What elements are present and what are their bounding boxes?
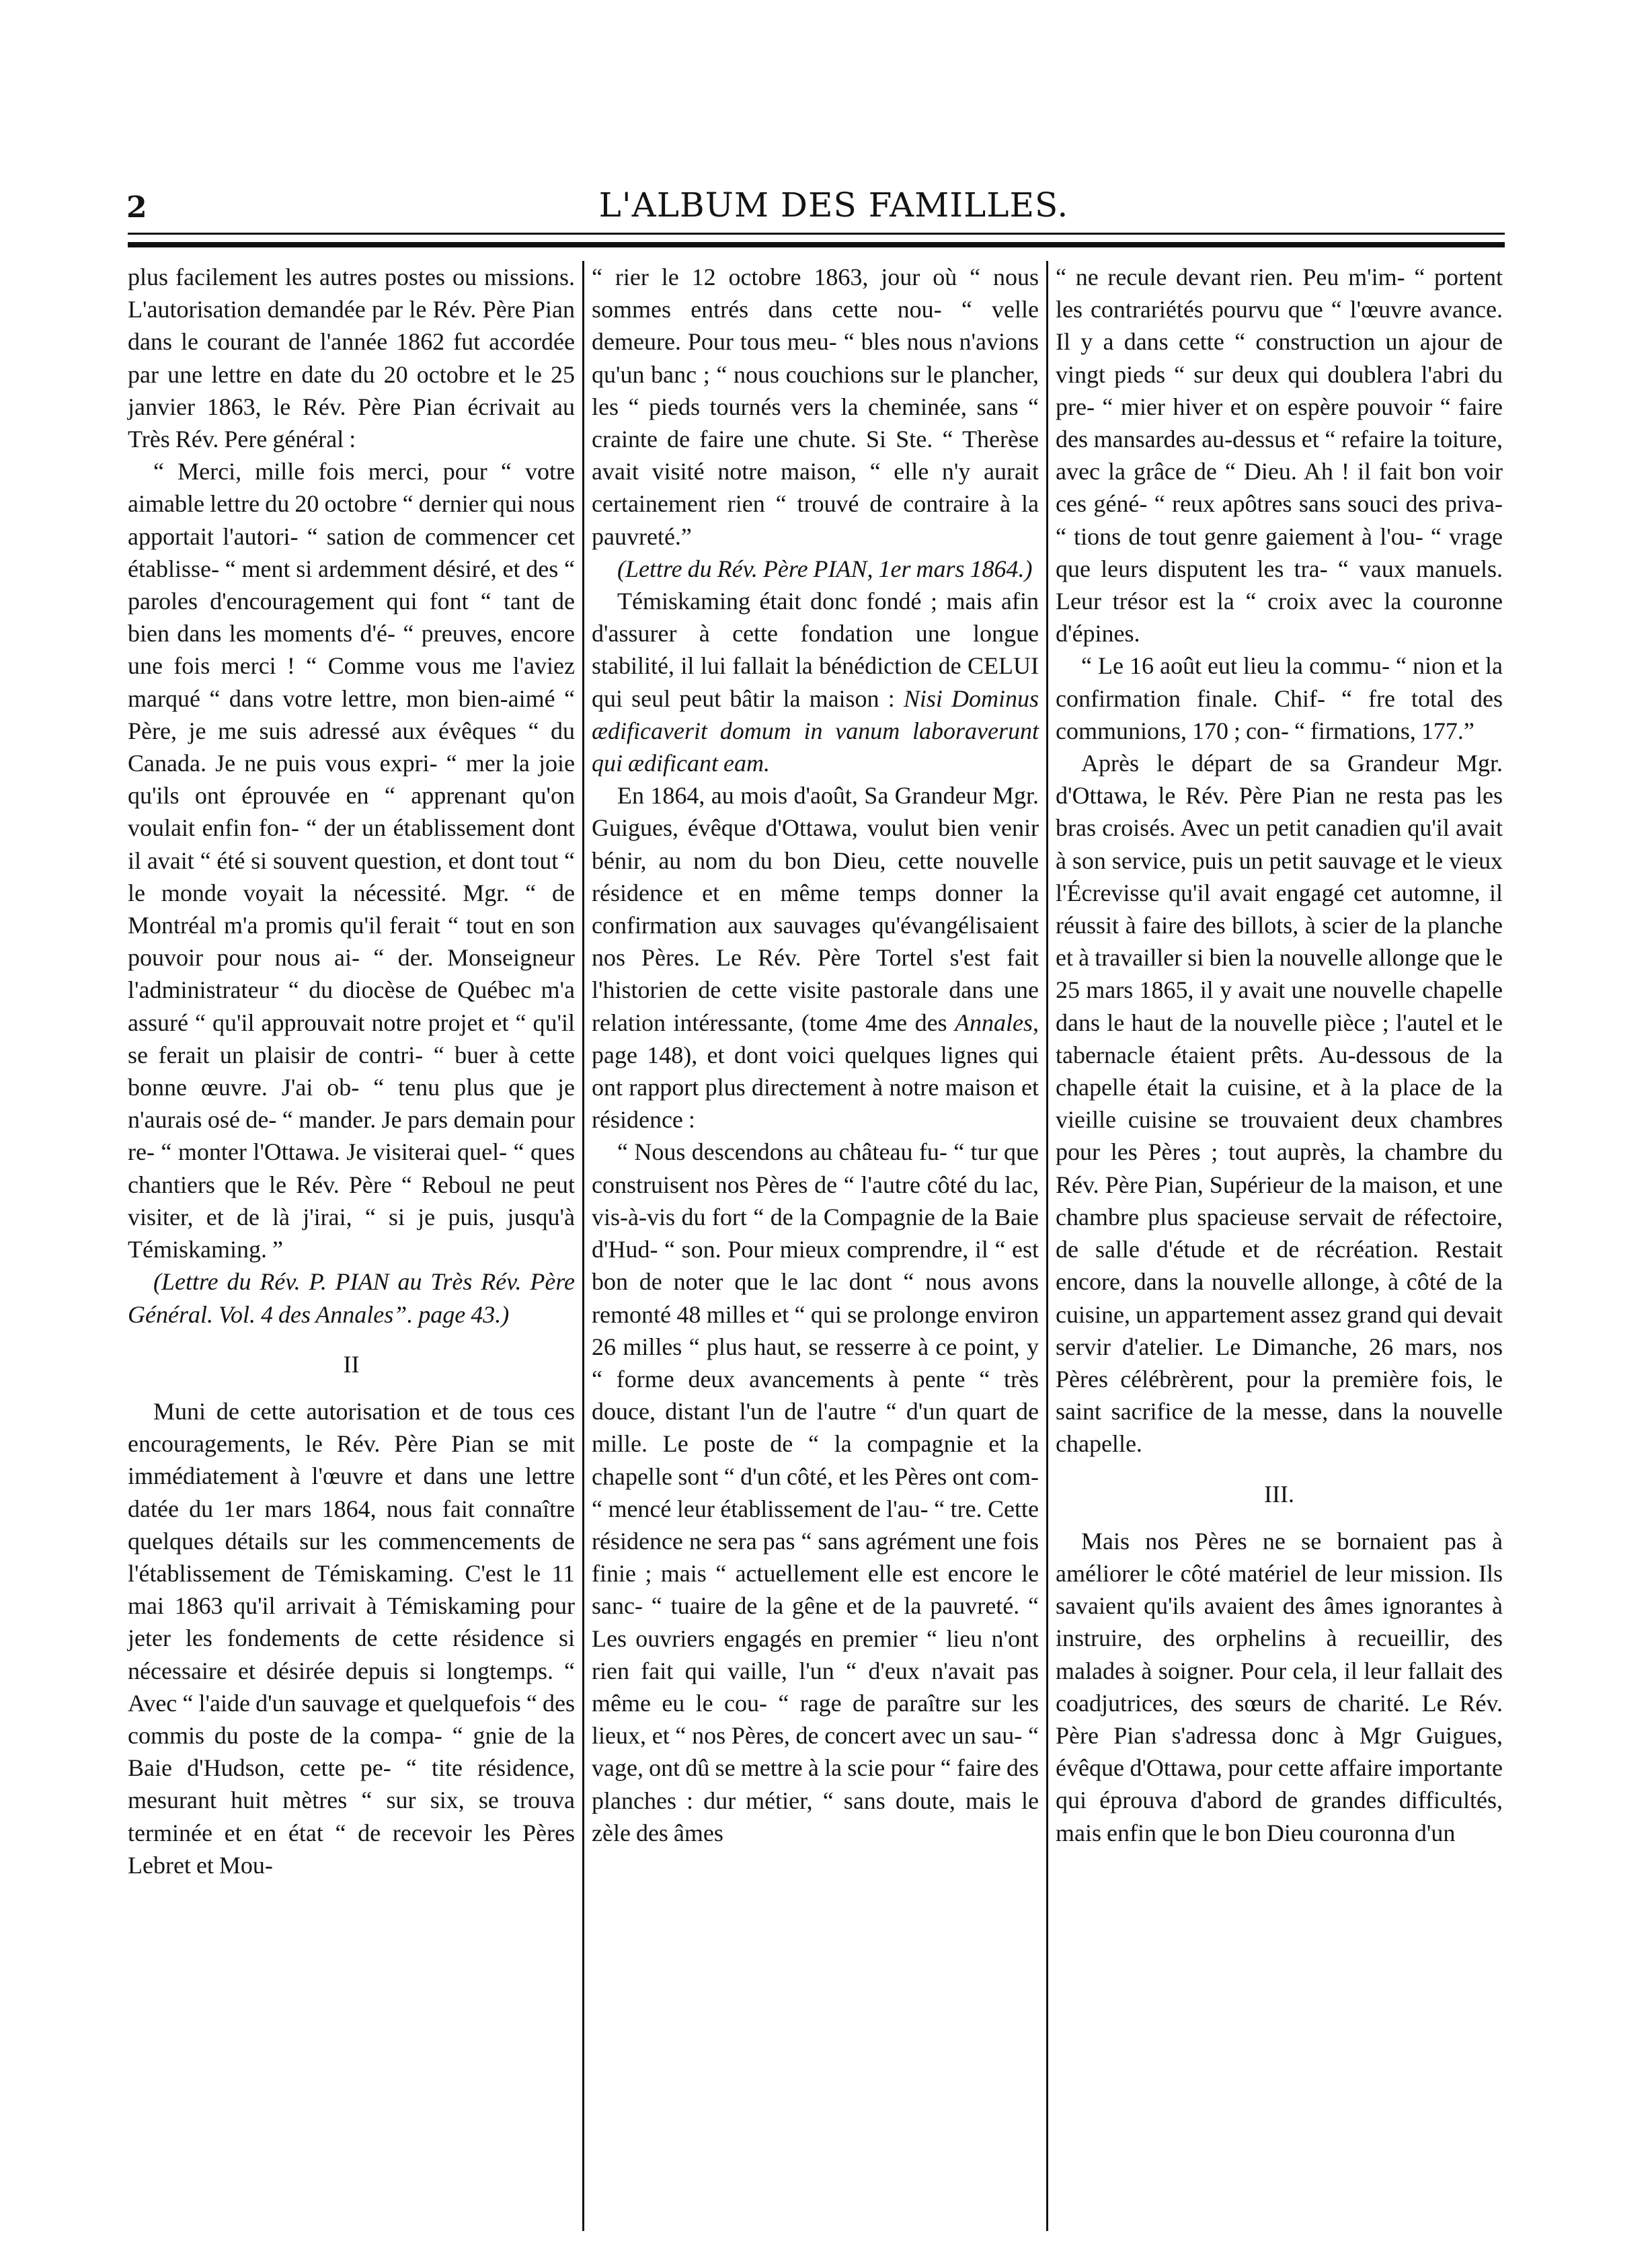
paragraph: Après le départ de sa Grandeur Mgr. d'Ottawa, le Rév. Père Pian ne resta pas les bras croisés. Avec un petit canadien qu'il avait à son service, puis un petit sauvage et le vieux l'Écrevisse qu'il avait engagé cet automne, il réussit à faire des billots, à scier de la planche et à travailler si bien la nouvelle allonge que le 25 mars 1865, il y avait une nouvelle chapelle dans le haut de la nouvelle pièce ; l'autel et le tabernacle étaient prêts. Au-dessous de la chapelle était la cuisine, et à la place de la vieille cuisine se trouvaient deux chambres pour les Pères ; tout auprès, la chambre du Rév. Père Pian, Supérieur de la maison, et une chambre plus spacieuse servait de réfectoire, de salle d'étude et de récréation. Restait encore, dans la nouvelle allonge, à côté de la cuisine, un appartement assez grand qui devait servir d'atelier. Le Dimanche, 26 mars, nos Pères célébrèrent, pour la première fois, le saint sacrifice de la messe, dans la nouvelle chapelle. xyxy=(1056,750,1503,1458)
quotation-paragraph: “ Nous descendons au château fu- “ tur que construisent nos Pères de “ l'autre côté du lac, vis-à-vis du fort “ de la Compagnie de la Baie d'Hud- “ son. Pour mieux comprendre, il “ est bon de noter que le lac dont “ nous avons remonté 48 milles et “ qui se prolonge environ 26 milles “ plus haut, se resserre à ce point, y “ forme deux avancements à pente “ très douce, distant l'un de l'autre “ d'un quart de mille. Le poste de “ la compagnie et la chapelle sont “ d'un côté, et les Pères ont com- “ mencé leur établissement de l'au- “ tre. Cette résidence ne sera pas “ sans agrément une fois finie ; mais “ actuellement elle est encore le sanc- “ tuaire de la gêne et de la pauvreté. “ Les ouvriers engagés en premier “ lieu n'ont rien fait qui vaille, l'un “ d'eux n'avait pas même eu le cou- “ rage de paraître sur les lieux, et “ nos Pères, de concert avec un sau- “ vage, ont dû se mettre à la scie pour “ faire des planches : dur métier, “ sans doute, mais le zèle des âmes xyxy=(592,1138,1039,1846)
column-divider-right xyxy=(1046,261,1048,2231)
paragraph: plus facilement les autres postes ou missions. L'autorisation demandée par le Rév. Père Pian dans le courant de l'année 1862 fut accordée par une lettre en date du 20 octobre et le 25 janvier 1863, le Rév. Père Pian écrivait au Très Rév. Pere général : xyxy=(128,264,575,453)
column-1 xyxy=(128,261,575,1881)
quotation-paragraph: “ ne recule devant rien. Peu m'im- “ portent les contrariétés pourvu que “ l'œuvre avance. Il y a dans cette “ construction un ajour de vingt pieds “ sur deux qui doublera l'abri du pre- “ mier hiver et on espère pouvoir “ faire des mansardes au-dessus et “ refaire la toiture, avec la grâce de “ Dieu. Ah ! il fait bon voir ces géné- “ reux apôtres sans souci des priva- “ tions de tout genre gaiement à l'ou- “ vrage que leurs disputent les tra- “ vaux manuels. Leur trésor est la “ croix avec la couronne d'épines. xyxy=(1056,264,1503,648)
column-3 xyxy=(1056,261,1503,1849)
paragraph: Muni de cette autorisation et de tous ces encouragements, le Rév. Père Pian se mit immédiatement à l'œuvre et dans une lettre datée du 1er mars 1864, nous fait connaître quelques détails sur les commencements de l'établissement de Témiskaming. C'est le 11 mai 1863 qu'il arrivait à Témiskaming pour jeter les fondements de cette résidence si nécessaire et désirée depuis si longtemps. “ Avec “ l'aide d'un sauvage et quelquefois “ des commis du poste de la compa- “ gnie de la Baie d'Hudson, cette pe- “ tite résidence, mesurant huit mètres “ sur six, se trouva terminée et en état “ de recevoir les Pères Lebret et Mou- xyxy=(128,1397,575,1879)
latin-quotation: Nisi Dominus ædificaverit domum in vanum laboraverunt qui ædificant eam. xyxy=(592,685,1039,777)
quotation-paragraph: “ Merci, mille fois merci, pour “ votre aimable lettre du 20 octobre “ dernier qui nous apportait l'autori- “ sation de commencer cet établisse- “ ment si ardemment désiré, et des “ paroles d'encouragement qui font “ tant de bien dans les moments d'é- “ preuves, encore une fois merci ! “ Comme vous me l'aviez marqué “ dans votre lettre, mon bien-aimé “ Père, je me suis adressé aux évêques “ du Canada. Je ne puis vous expri- “ mer la joie qu'ils ont éprouvée en “ apprenant qu'on voulait enfin fon- “ der un établissement dont il avait “ été si souvent question, et dont tout “ le monde voyait la nécessité. Mgr. “ de Montréal m'a promis qu'il ferait “ tout en son pouvoir pour nous ai- “ der. Monseigneur l'administrateur “ du diocèse de Québec m'a assuré “ qu'il approuvait notre projet et “ qu'il se ferait un plaisir de contri- “ buer à cette bonne œuvre. J'ai ob- “ tenu plus que je n'aurais osé de- “ mander. Je pars demain pour re- “ monter l'Ottawa. Je visiterai quel- “ ques chantiers que le Rév. Père “ Reboul ne peut visiter, et de là j'irai, “ si je puis, jusqu'à Témiskaming. ” xyxy=(128,458,575,1263)
source-citation: (Lettre du Rév. P. PIAN au Très Rév. Père Général. Vol. 4 des Annales”. page 43.) xyxy=(128,1268,575,1328)
paragraph xyxy=(592,779,1039,1136)
paragraph: Mais nos Pères ne se bornaient pas à améliorer le côté matériel de leur mission. Ils savaient qu'ils avaient des âmes ignorantes à instruire, des orphelins à recueillir, des malades à soigner. Pour cela, il leur fallait des coadjutrices, des sœurs de charité. Le Rév. Père Pian s'adressa donc à Mgr Guigues, évêque d'Ottawa, pour cette affaire importante qui éprouva d'abord de grandes difficultés, mais enfin que le bon Dieu couronna d'un xyxy=(1056,1527,1503,1846)
section-heading: II xyxy=(343,1350,360,1378)
paragraph-text: En 1864, au mois d'août, Sa Grandeur Mgr. Guigues, évêque d'Ottawa, voulut bien venir bénir, au nom du bon Dieu, cette nouvelle résidence et en même temps donner la confirmation aux sauvages qu'évangélisaient nos Pères. Le Rév. Père Tortel s'est fait l'historien de cette visite pastorale dans une relation intéressante, (tome 4me des xyxy=(592,782,1039,1036)
paragraph-text: , page 148), et dont voici quelques lignes qui ont rapport plus directement à notre maison et résidence : xyxy=(592,1009,1039,1134)
quotation-paragraph: “ Le 16 août eut lieu la commu- “ nion et la confirmation finale. Chif- “ fre total des communions, 170 ; con- “ firmations, 177.” xyxy=(1056,652,1503,744)
section-heading: III. xyxy=(1264,1480,1294,1508)
column-2 xyxy=(592,261,1039,1849)
source-citation: (Lettre du Rév. Père PIAN, 1er mars 1864.) xyxy=(617,555,1033,582)
annales-reference: Annales xyxy=(955,1009,1033,1036)
header-rule-thin xyxy=(128,233,1505,235)
paragraph-text: Témiskaming était donc fondé ; mais afin d'assurer à cette fondation une longue stabilité, il lui fallait la bénédiction de CELUI qui seul peut bâtir la maison : xyxy=(592,588,1039,712)
header-rule-thick xyxy=(128,242,1505,247)
quotation-paragraph: “ rier le 12 octobre 1863, jour où “ nous sommes entrés dans cette nou- “ velle demeure. Pour tous meu- “ bles nous n'avions qu'un banc ; “ nous couchions sur le plancher, les “ pieds tournés vers la cheminée, sans “ crainte de faire une chute. Si Ste. “ Therèse avait visité notre maison, “ elle n'y aurait certainement rien “ trouvé de contraire à la pauvreté.” xyxy=(592,264,1039,550)
paragraph xyxy=(592,585,1039,779)
column-divider-left xyxy=(582,261,584,2231)
journal-title: L'ALBUM DES FAMILLES. xyxy=(598,186,1069,225)
page-number: 2 xyxy=(126,190,147,225)
